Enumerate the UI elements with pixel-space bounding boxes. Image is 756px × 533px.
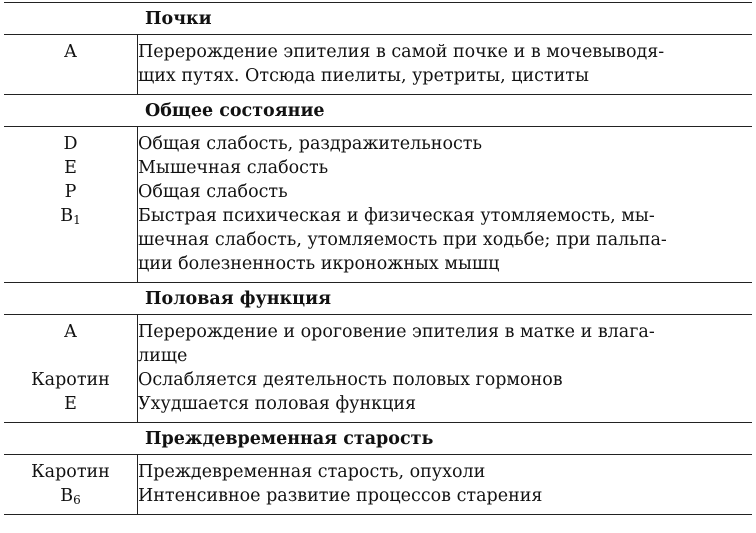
symptom-line: Перерождение и ороговение эпителия в матке и влага- [138, 322, 655, 342]
vitamin-name: B [60, 206, 74, 226]
symptom-cell [138, 156, 753, 180]
vitamin-cell [4, 484, 138, 515]
table-row [4, 35, 752, 95]
vitamin-cell [4, 35, 138, 95]
section-title: Половая функция [4, 283, 752, 315]
vitamin-cell [4, 455, 138, 485]
vitamin-subscript: 6 [73, 493, 81, 507]
symptom-line: Общая слабость, раздражительность [138, 134, 482, 154]
section-header-sexual-function [4, 283, 752, 315]
symptom-cell [138, 368, 753, 392]
symptom-line: шечная слабость, утомляемость при ходьбе; при пальпа- [138, 230, 667, 250]
symptom-cell [138, 180, 753, 204]
symptom-cell [138, 484, 753, 515]
vitamin-name: D [63, 134, 78, 154]
symptom-line: Мышечная слабость [138, 158, 329, 178]
table-row [4, 484, 752, 515]
vitamin-cell [4, 127, 138, 157]
vitamin-name: A [64, 42, 77, 62]
symptom-line: Интенсивное развитие процессов старения [138, 486, 543, 506]
section-header-premature-aging [4, 423, 752, 455]
vitamin-deficiency-table [4, 2, 752, 515]
section-header-general-state [4, 95, 752, 127]
vitamin-name: Каротин [31, 462, 110, 482]
table-row [4, 180, 752, 204]
vitamin-name: Каротин [31, 370, 110, 390]
vitamin-name: A [64, 322, 77, 342]
symptom-cell [138, 455, 753, 485]
symptom-cell [138, 315, 753, 369]
vitamin-name: B [60, 486, 74, 506]
symptom-line: Быстрая психическая и физическая утомляемость, мы- [138, 206, 655, 226]
vitamin-cell [4, 180, 138, 204]
vitamin-subscript: 1 [73, 213, 81, 227]
vitamin-name: E [64, 394, 77, 414]
vitamin-cell [4, 315, 138, 369]
symptom-cell [138, 392, 753, 423]
vitamin-cell [4, 156, 138, 180]
symptom-line: Преждевременная старость, опухоли [138, 462, 486, 482]
symptom-cell [138, 204, 753, 283]
vitamin-cell [4, 204, 138, 283]
symptom-line: щих путях. Отсюда пиелиты, уретриты, циститы [138, 66, 589, 86]
symptom-line: Перерождение эпителия в самой почке и в мочевыводя- [138, 42, 665, 62]
section-title: Преждевременная старость [4, 423, 752, 455]
table-row [4, 204, 752, 283]
table-row [4, 392, 752, 423]
vitamin-name: P [64, 182, 77, 202]
symptom-line: Общая слабость [138, 182, 288, 202]
section-title: Почки [4, 3, 752, 35]
table-row [4, 315, 752, 369]
symptom-line: лище [138, 346, 188, 366]
section-header-kidneys [4, 3, 752, 35]
symptom-cell [138, 127, 753, 157]
symptom-cell [138, 35, 753, 95]
symptom-line: Ухудшается половая функция [138, 394, 417, 414]
vitamin-cell [4, 368, 138, 392]
vitamin-name: E [64, 158, 77, 178]
symptom-line: ции болезненность икроножных мышц [138, 254, 500, 274]
table-row [4, 368, 752, 392]
section-title: Общее состояние [4, 95, 752, 127]
table-row [4, 455, 752, 485]
table-row [4, 127, 752, 157]
symptom-line: Ослабляется деятельность половых гормонов [138, 370, 563, 390]
table-row [4, 156, 752, 180]
vitamin-cell [4, 392, 138, 423]
